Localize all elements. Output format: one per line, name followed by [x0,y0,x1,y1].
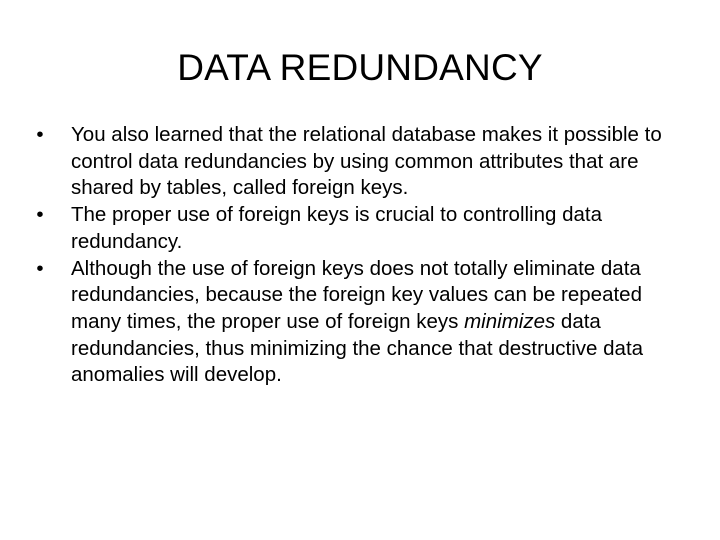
bullet-icon: • [36,256,44,280]
bullet-list [30,122,684,389]
bullet-text: The proper use of foreign keys is crucial to controlling data redundancy. [71,203,602,253]
bullet-item [30,122,684,202]
bullet-icon: • [36,203,44,227]
bullet-text-before: Although the use of foreign keys does not totally eliminate data redundancies, because the foreign key values can be repeated many times, the proper use of foreign keys [71,256,642,333]
emphasized-word: minimizes [464,309,556,333]
bullet-text [71,257,643,387]
bullet-icon: • [36,123,44,146]
slide-title: DATA REDUNDANCY [177,47,543,88]
bullet-text: You also learned that the relational database makes it possible to control data redundancies by using common attributes that are shared by tables, called foreign keys. [71,123,662,200]
bullet-text-after: data redundancies, thus minimizing the chance that destructive data anomalies will develop. [71,309,644,387]
bullet-item [30,256,684,390]
bullet-item [30,202,684,255]
